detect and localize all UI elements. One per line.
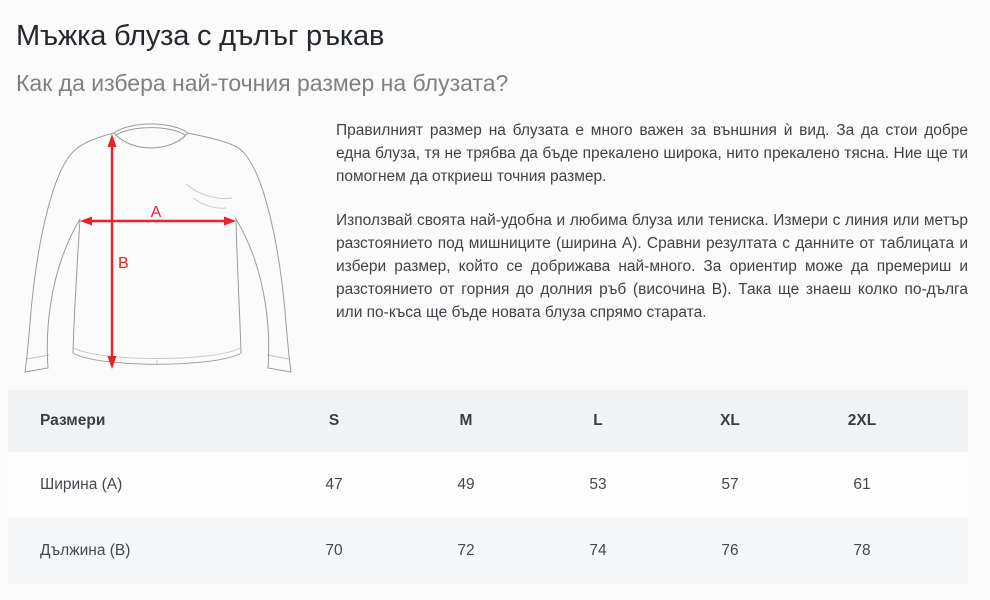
size-column-xl: XL xyxy=(720,412,740,429)
size-column-m: M xyxy=(459,412,473,429)
width-arrow-right-head xyxy=(224,217,236,226)
page-title: Мъжка блуза с дълъг ръкав xyxy=(16,20,385,52)
size-column-s: S xyxy=(328,412,340,429)
width-value-2xl: 61 xyxy=(853,476,871,493)
intro-paragraph-1: Правилният размер на блузата е много важен за външния ѝ вид. За да стои добре една блуза, тя не трябва да бъде прекалено широка, нито прекалено тясна. Ние ще ти помогнем да откриеш точния размер. xyxy=(336,122,968,185)
spacer-cell xyxy=(928,518,968,584)
width-value-s: 47 xyxy=(325,476,343,493)
length-label-b: B xyxy=(118,255,129,272)
length-value-2xl: 78 xyxy=(853,542,871,559)
measurement-arrows xyxy=(80,134,236,369)
page-subtitle: Как да избера най-точния размер на блузата? xyxy=(16,70,509,96)
row-label-length: Дължина (B) xyxy=(40,542,131,559)
shirt-measurement-diagram xyxy=(16,106,336,388)
row-label-width: Ширина (A) xyxy=(40,476,123,493)
size-table-header-label: Размери xyxy=(40,412,106,429)
size-table-header-row xyxy=(8,390,968,452)
width-value-l: 53 xyxy=(589,476,607,493)
spacer-cell xyxy=(928,452,968,518)
width-label-a: A xyxy=(150,204,162,221)
width-arrow-left-head xyxy=(80,217,92,226)
table-row-length xyxy=(8,518,968,584)
length-arrow-top-head xyxy=(108,134,117,147)
table-row-width xyxy=(8,452,968,518)
width-value-m: 49 xyxy=(457,476,475,493)
length-value-m: 72 xyxy=(457,542,475,559)
spacer-cell xyxy=(928,390,968,452)
guide-section xyxy=(16,106,968,388)
shirt-outline-drawing xyxy=(25,124,291,372)
length-value-l: 74 xyxy=(589,542,607,559)
size-column-2xl: 2XL xyxy=(847,412,877,429)
intro-paragraph-2: Използвай своята най-удобна и любима блуза или тениска. Измери с линия или метър разстоянието под мишниците (ширина A). Сравни резултата с данните от таблицата и избери размер, който се добрижава най-много. За ориентир може да премериш и разстоянието от горния до долния ръб (височина B). Така ще знаеш колко по-дълга или по-къса ще бъде новата блуза спрямо старата. xyxy=(336,212,968,321)
size-column-l: L xyxy=(593,412,603,429)
shirt-diagram-svg xyxy=(18,106,323,388)
intro-text xyxy=(336,106,968,388)
length-value-s: 70 xyxy=(325,542,343,559)
length-value-xl: 76 xyxy=(721,542,739,559)
size-table xyxy=(8,390,968,584)
width-value-xl: 57 xyxy=(721,476,739,493)
